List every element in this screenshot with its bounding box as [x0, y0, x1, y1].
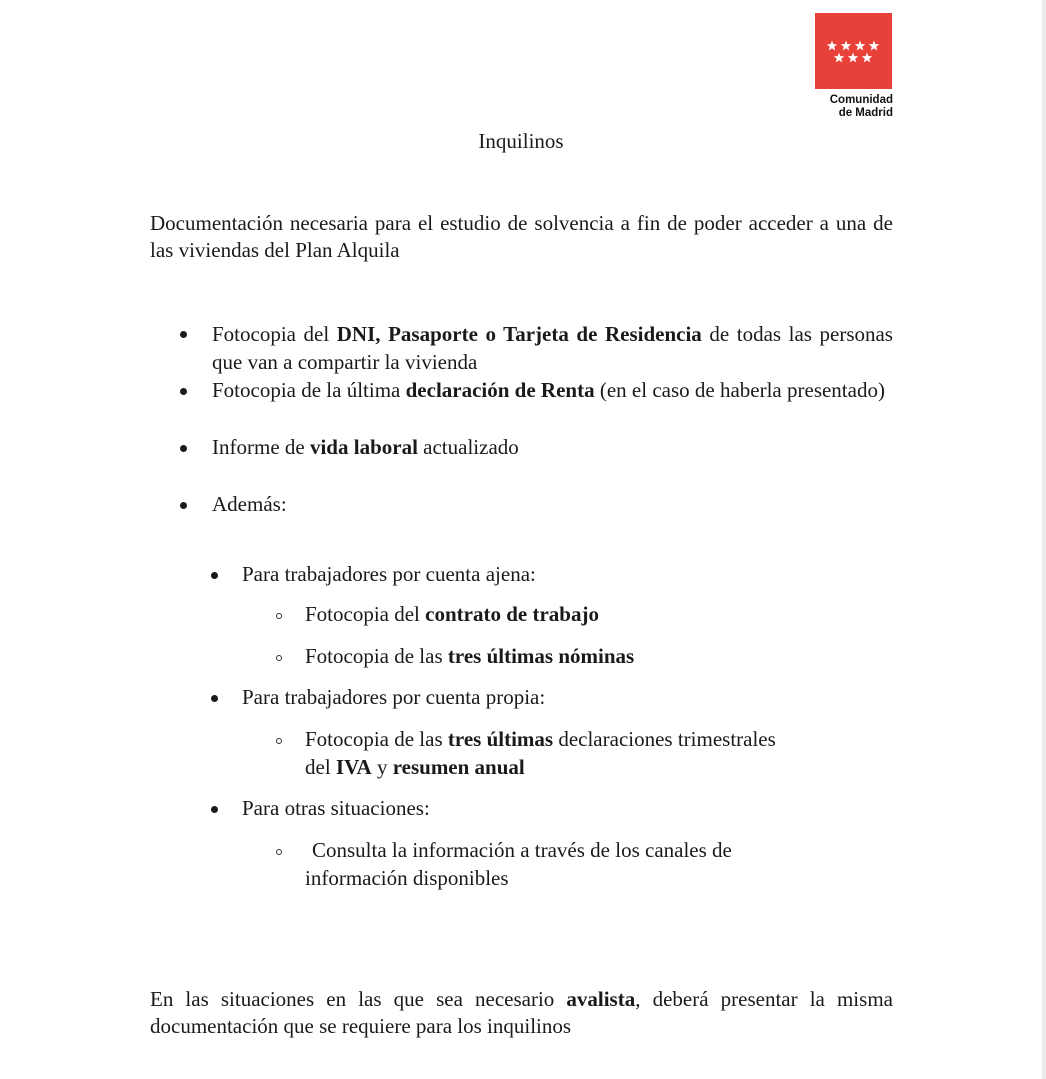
circle-bullet-icon — [276, 738, 282, 744]
star-icon — [827, 41, 837, 51]
bullet-icon — [211, 572, 218, 579]
list-item-renta: Fotocopia de la última declaración de Renta (en el caso de haberla presentado) — [212, 378, 885, 402]
list-item-contrato: Fotocopia del contrato de trabajo — [305, 602, 599, 626]
star-icon — [855, 41, 865, 51]
logo-line-2: de Madrid — [838, 107, 893, 119]
list-item-nominas: Fotocopia de las tres últimas nóminas — [305, 644, 635, 668]
group-label-cuenta-propia: Para trabajadores por cuenta propia: — [242, 685, 546, 709]
circle-bullet-icon — [276, 655, 282, 661]
star-icon — [834, 53, 844, 63]
circle-bullet-icon — [276, 849, 282, 855]
list-item-consulta: Consulta la información a través de los canales de información disponibles — [305, 838, 732, 890]
closing-paragraph: En las situaciones en las que sea necesario avalista, deberá presentar la misma documentación que se requiere para los inquilinos — [150, 987, 893, 1038]
bullet-icon — [180, 388, 187, 395]
group-label-otras: Para otras situaciones: — [242, 796, 430, 820]
page-title: Inquilinos — [478, 129, 564, 153]
logo-line-1: Comunidad — [829, 94, 893, 106]
star-icon — [848, 53, 858, 63]
page-edge — [1042, 0, 1046, 1079]
bullet-icon — [211, 806, 218, 813]
stars-icon — [815, 13, 892, 89]
logo-text — [815, 94, 893, 120]
comunidad-de-madrid-logo — [815, 13, 893, 120]
star-icon — [841, 41, 851, 51]
bullet-icon — [180, 331, 187, 338]
list-item-vida-laboral: Informe de vida laboral actualizado — [212, 435, 519, 459]
list-item-ademas: Además: — [212, 492, 287, 516]
bullet-icon — [211, 695, 218, 702]
list-item-trimestrales: Fotocopia de las tres últimas declaraciones trimestrales del IVA y resumen anual — [305, 727, 776, 779]
list-item-dni: Fotocopia del DNI, Pasaporte o Tarjeta de Residencia de todas las personas que van a compartir la vivienda — [212, 322, 893, 374]
star-flag-icon — [815, 13, 892, 89]
intro-paragraph: Documentación necesaria para el estudio de solvencia a fin de poder acceder a una de las viviendas del Plan Alquila — [150, 211, 893, 262]
circle-bullet-icon — [276, 613, 282, 619]
star-icon — [869, 41, 879, 51]
group-label-cuenta-ajena: Para trabajadores por cuenta ajena: — [242, 562, 536, 586]
bullet-icon — [180, 502, 187, 509]
star-icon — [862, 53, 872, 63]
bullet-icon — [180, 445, 187, 452]
